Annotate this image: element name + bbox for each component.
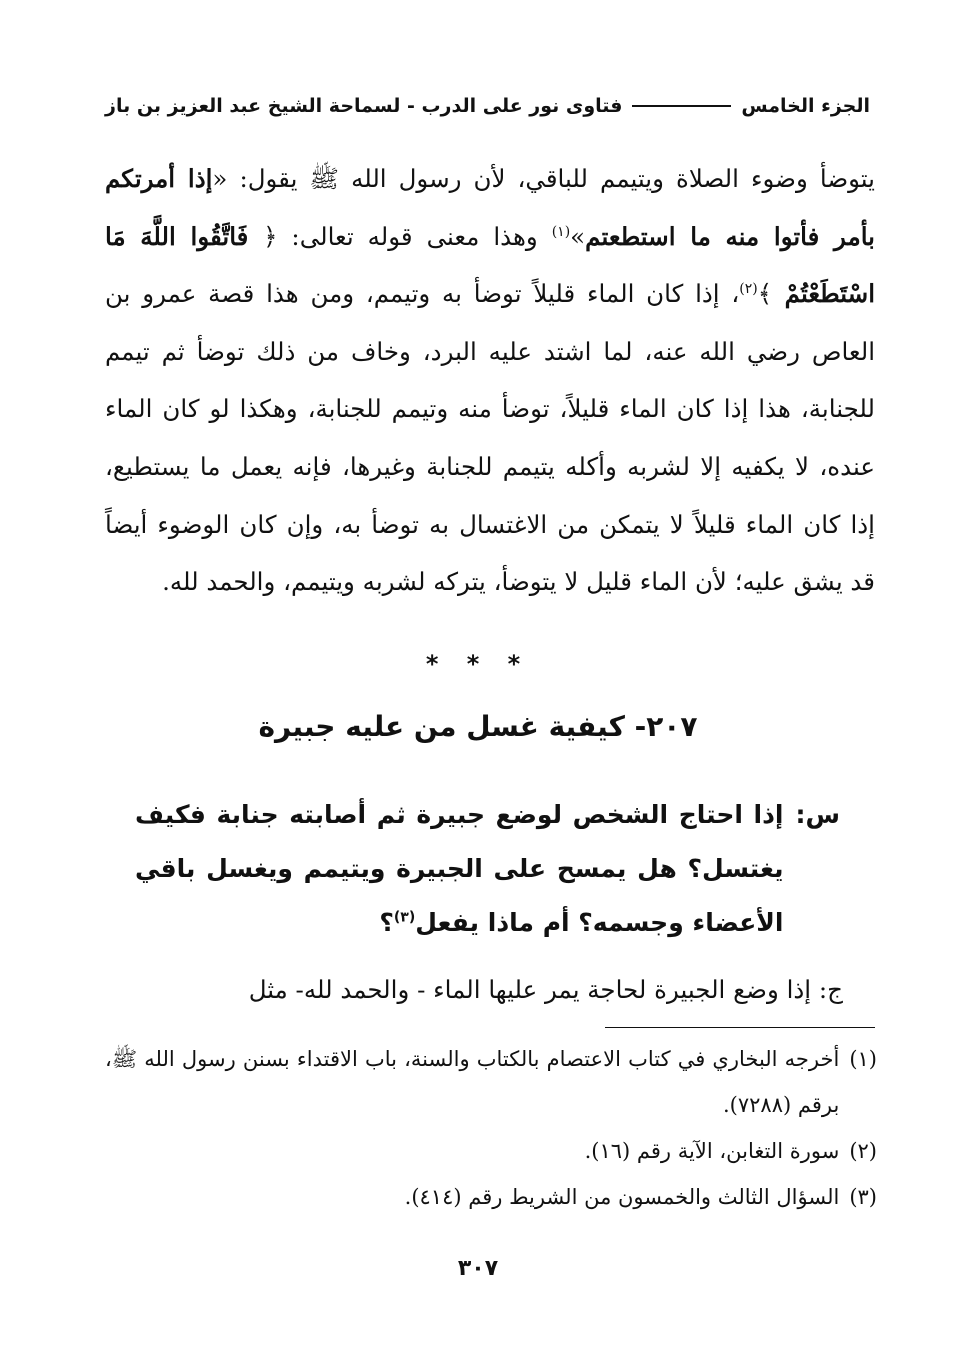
question-text-wrap <box>135 788 784 950</box>
footnote-text: أخرجه البخاري في كتاب الاعتصام بالكتاب والسنة، باب الاقتداء بسنن رسول الله ﷺ، برقم (٧٢٨٨). <box>105 1047 840 1117</box>
footnote-number: (٢) <box>849 1139 877 1163</box>
hadith-close: » <box>570 221 586 251</box>
quran-ayah: فَاتَّقُوا اللَّهَ مَا اسْتَطَعْتُمْ <box>105 221 876 309</box>
running-header <box>105 88 870 124</box>
footnote-number: (٣) <box>849 1185 877 1209</box>
question-text: إذا احتاج الشخص لوضع جبيرة ثم أصابته جنابة فكيف يغتسل؟ هل يمسح على الجبيرة ويتيمم ويغسل باقي الأعضاء وجسمه؟ أم ماذا يفعل <box>135 800 784 937</box>
footnote-item <box>105 1128 877 1174</box>
question-block <box>135 788 840 950</box>
answer-block <box>105 968 843 1012</box>
footnote-item <box>105 1036 877 1128</box>
footnote-ref-3: (٣) <box>393 909 416 926</box>
section-separator: * * * <box>425 650 531 678</box>
footnote-number: (١) <box>849 1047 877 1071</box>
body-text-b: وهذا معنى قوله تعالى: ﴿ <box>263 221 552 251</box>
body-paragraph <box>105 150 875 611</box>
footnote-ref-1: (١) <box>551 223 571 240</box>
hadith-quote: إذا أمرتكم بأمر فأتوا منه ما استطعتم <box>105 164 875 251</box>
answer-prefix: ج: <box>818 975 843 1004</box>
footnote-text: السؤال الثالث والخمسون من الشريط رقم (٤١٤). <box>404 1185 840 1209</box>
footnote-rule <box>605 1027 875 1028</box>
footnotes <box>105 1036 877 1220</box>
footnote-text: سورة التغابن، الآية رقم (١٦). <box>584 1139 840 1163</box>
book-title: فتاوى نور على الدرب - لسماحة الشيخ عبد العزيز بن باز <box>105 95 623 117</box>
question-end: ؟ <box>379 908 394 937</box>
section-title: ٢٠٧- كيفية غسل من عليه جبيرة <box>258 710 698 743</box>
answer-text: إذا وضع الجبيرة لحاجة يمر عليها الماء - والحمد لله- مثل <box>248 975 812 1004</box>
footnote-item <box>105 1174 877 1220</box>
body-text-c: ، إذا كان الماء قليلاً توضأ به وتيمم، ومن هذا قصة عمرو بن العاص رضي الله عنه، لما اشتد عليه البرد، وخاف من ذلك توضأ ثم تيمم للجنابة، هذا إذا كان الماء قليلاً، توضأ منه وتيمم للجنابة، وهكذا لو كان الماء عنده، لا يكفيه إلا لشربه وأكله يتيمم للجنابة وغيرها، فإنه يعمل ما يستطيع، إذا كان الماء قليلاً لا يتمكن من الاغتسال به توضأ به، وإن كان الوضوء أيضاً قد يشق عليه؛ لأن الماء قليل لا يتوضأ، يتركه لشربه ويتيمم، والحمد لله. <box>105 279 875 597</box>
footnote-ref-2: (٢) <box>739 281 758 298</box>
header-rule <box>632 105 731 107</box>
ayah-close: ﴾ <box>757 279 773 309</box>
body-text-a: يتوضأ وضوء الصلاة ويتيمم للباقي، لأن رسول الله ﷺ يقول: « <box>212 164 875 193</box>
question-prefix: س: <box>795 800 840 829</box>
volume-label: الجزء الخامس <box>741 95 870 117</box>
page-number: ٣٠٧ <box>457 1256 499 1281</box>
